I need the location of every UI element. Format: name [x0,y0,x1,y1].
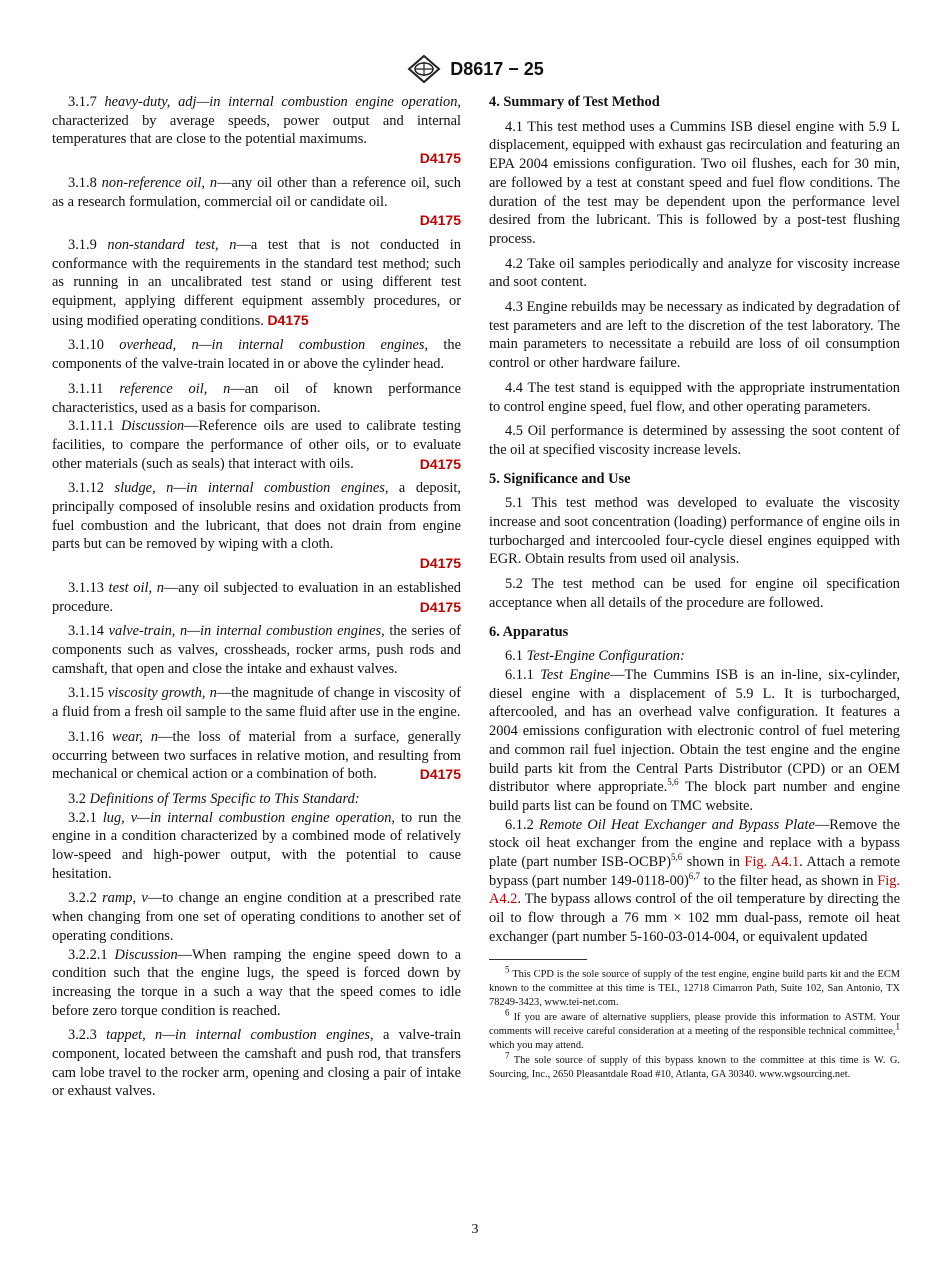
definition-3-2-1: 3.2.1 lug, v—in internal combustion engine operation, to run the engine in a condition characterized by a combined mode of relatively low-speed and high-power output, with the potential to cause hesitation. [52,809,461,882]
paragraph-5-1: 5.1 This test method was developed to evaluate the viscosity increase and soot concentration (loading) performance of engine oils in turbocharged and intercooled four-cycle diesel engines equipped with EGR. Obtain results from used oil analysis. [489,495,900,568]
paragraph-4-4: 4.4 The test stand is equipped with the appropriate instrumentation to control engine speed, fuel flow, and other operating parameters. [489,379,900,415]
definition-3-1-16: 3.1.16 wear, n—the loss of material from a surface, generally occurring between two surfaces in relative motion, and resulting from mechanical or chemical action or a combination of both. D4175 [52,728,462,783]
paragraph-4-5: 4.5 Oil performance is determined by assessing the soot content of the oil at specified viscosity increase levels. [489,423,900,458]
footnote-divider [489,959,587,960]
section-heading-6: 6. Apparatus [489,623,569,640]
definition-3-1-11: 3.1.11 reference oil, n—an oil of known performance characteristics, used as a basis for comparison. [52,380,461,416]
discussion-3-2-2-1: 3.2.2.1 Discussion—When ramping the engine speed down to a condition such that the engine lugs, the speed is forced down by increasing the torque in a such a way that the speed comes to idle before zero torque condition is reached. [52,946,461,1019]
definition-3-1-8: 3.1.8 non-reference oil, n—any oil other than a reference oil, such as a research formulation, commercial oil or candidate oil. D4175 [52,174,461,229]
document-number: D8617 − 25 [450,58,544,79]
reference-link[interactable]: D4175 [419,598,461,615]
reference-link[interactable]: D4175 [419,212,461,229]
reference-link[interactable]: D4175 [419,555,461,572]
definition-3-2-3: 3.2.3 tappet, n—in internal combustion engines, a valve-train component, located between the camshaft and push rod, that transfers cam lobe travel to the rocker arm, opening and closing a pair of intake or exhaust valves. [52,1027,461,1100]
astm-logo-icon [406,54,442,84]
left-column [52,93,461,1107]
paragraph-4-2: 4.2 Take oil samples periodically and analyze for viscosity increase and soot content. [489,255,900,291]
footnote-6: $^6$ If you are aware of alternative suppliers, please provide this information to ASTM. Your comments will receive careful consideration at a meeting of the responsible technical committee,$^1$ which you may attend. [489,1007,900,1051]
section-heading-4: 4. Summary of Test Method [489,94,660,110]
section-heading-5: 5. Significance and Use [489,470,631,487]
figure-link-a4-1[interactable]: Fig. A4.1 [744,854,800,871]
definition-3-1-9: 3.1.9 non-standard test, n—a test that is not conducted in conformance with the requirements in the standard test method; such as running in an uncalibrated test stand or using different test equipment, applying different equipment assembly procedures, or using modified operating conditions. D4175 [52,236,461,329]
paragraph-6-1-2: 6.1.2 Remote Oil Heat Exchanger and Bypass Plate—Remove the stock oil heat exchanger from the engine and replace with a bypass plate (part number ISB-OCBP)$^{5,6}$ shown in Fig. A4.1. Attach a remote bypass (part number 149-0118-00)$^{6,7}$ to the filter head, as shown in Fig. A4.2. The bypass allows control of the oil temperature by directing the oil to flow through a 76 mm × 102 mm dual-pass, remote oil heat exchanger (part number 5-160-03-014-004, or equivalent updated [489,816,900,945]
reference-link[interactable]: D4175 [419,766,461,783]
reference-link[interactable]: D4175 [419,455,461,472]
paragraph-6-1-1: 6.1.1 Test Engine—The Cummins ISB is an in-line, six-cylinder, diesel engine with a displacement of 5.9 L. It is turbocharged, aftercooled, and has an overhead valve configuration. It features a 2004 emissions configuration with electronic control of fuel metering and common rail fuel injection. Obtain the test engine and the engine build parts kit from the Central Parts Distributor (CPD) or an OEM distributor where appropriate.$^{5,6}$ The block part number and engine build parts list can be found on TMC website. [489,666,901,814]
page-number: 3 [471,1222,479,1237]
footnote-5: $^5$ This CPD is the sole source of supply of the test engine, engine build parts kit and the ECM known to the committee at this time is TEI., 12718 Cimarron Path, Suite 102, San Antonio, TX 78249-3423, www.tei-net.com. [489,964,900,1008]
definition-3-2-2: 3.2.2 ramp, v—to change an engine condition at a prescribed rate when changing from one set of operating conditions to another set of operating conditions. [52,890,461,944]
definition-3-1-10: 3.1.10 overhead, n—in internal combustion engines, the components of the valve-train located in or above the cylinder head. [52,337,461,373]
definition-3-1-13: 3.1.13 test oil, n—any oil subjected to evaluation in an established procedure. D4175 [52,579,461,615]
definition-3-1-12: 3.1.12 sludge, n—in internal combustion engines, a deposit, principally composed of insoluble resins and oxidation products from fuel combustion and the lubricant, that does not drain from engine parts but can be removed by wiping with a cloth. D4175 [52,480,461,572]
paragraph-4-1: 4.1 This test method uses a Cummins ISB diesel engine with 5.9 L displacement, equipped with exhaust gas recirculation and featuring an EPA 2004 emissions configuration. Two oil flushes, each for 30 min, are followed by a test at constant speed and fuel flow conditions. The duration of the test may be dependent upon the performance level desired from the lubricant. This is followed by a post-test flushing process. [489,118,900,247]
figure-link-a4-2[interactable]: Fig. A4.2 [489,872,900,908]
definition-3-1-15: 3.1.15 viscosity growth, n—the magnitude of change in viscosity of a fluid from a fresh oil sample to the same fluid after use in the engine. [52,685,461,721]
discussion-3-1-11-1: 3.1.11.1 Discussion—Reference oils are used to calibrate testing facilities, to compare the performance of other oils, or to evaluate other materials (such as seals) that interact with oils. D4175 [52,418,462,472]
paragraph-4-3: 4.3 Engine rebuilds may be necessary as indicated by degradation of test parameters and are left to the discretion of the test laboratory. The main parameters to necessitate a rebuild are loss of oil consumption control or other hardware failure. [489,299,900,372]
definition-3-1-7: 3.1.7 heavy-duty, adj—in internal combustion engine operation, characterized by average speeds, power output and internal temperatures that are close to the potential maximums. D4175 [52,94,461,167]
definition-3-1-14: 3.1.14 valve-train, n—in internal combustion engines, the series of components such as valves, crossheads, rocker arms, push rods and camshaft, that open and close the intake and exhaust valves. [52,623,461,677]
footnote-7: $^7$ The sole source of supply of this bypass known to the committee at this time is W. G. Sourcing, Inc., 2650 Pleasantdale Road #10, Atlanta, GA 30340. www.wgsourcing.net. [489,1050,900,1080]
paragraph-5-2: 5.2 The test method can be used for engine oil specification acceptance when all details of the procedure are followed. [489,576,900,611]
reference-link[interactable]: D4175 [267,311,309,328]
right-column [489,93,900,1083]
paragraph-6-1: 6.1 Test-Engine Configuration: [505,648,685,665]
subsection-3-2: 3.2 Definitions of Terms Specific to This Standard: [68,790,360,807]
page-header [0,54,950,88]
reference-link[interactable]: D4175 [419,150,461,167]
